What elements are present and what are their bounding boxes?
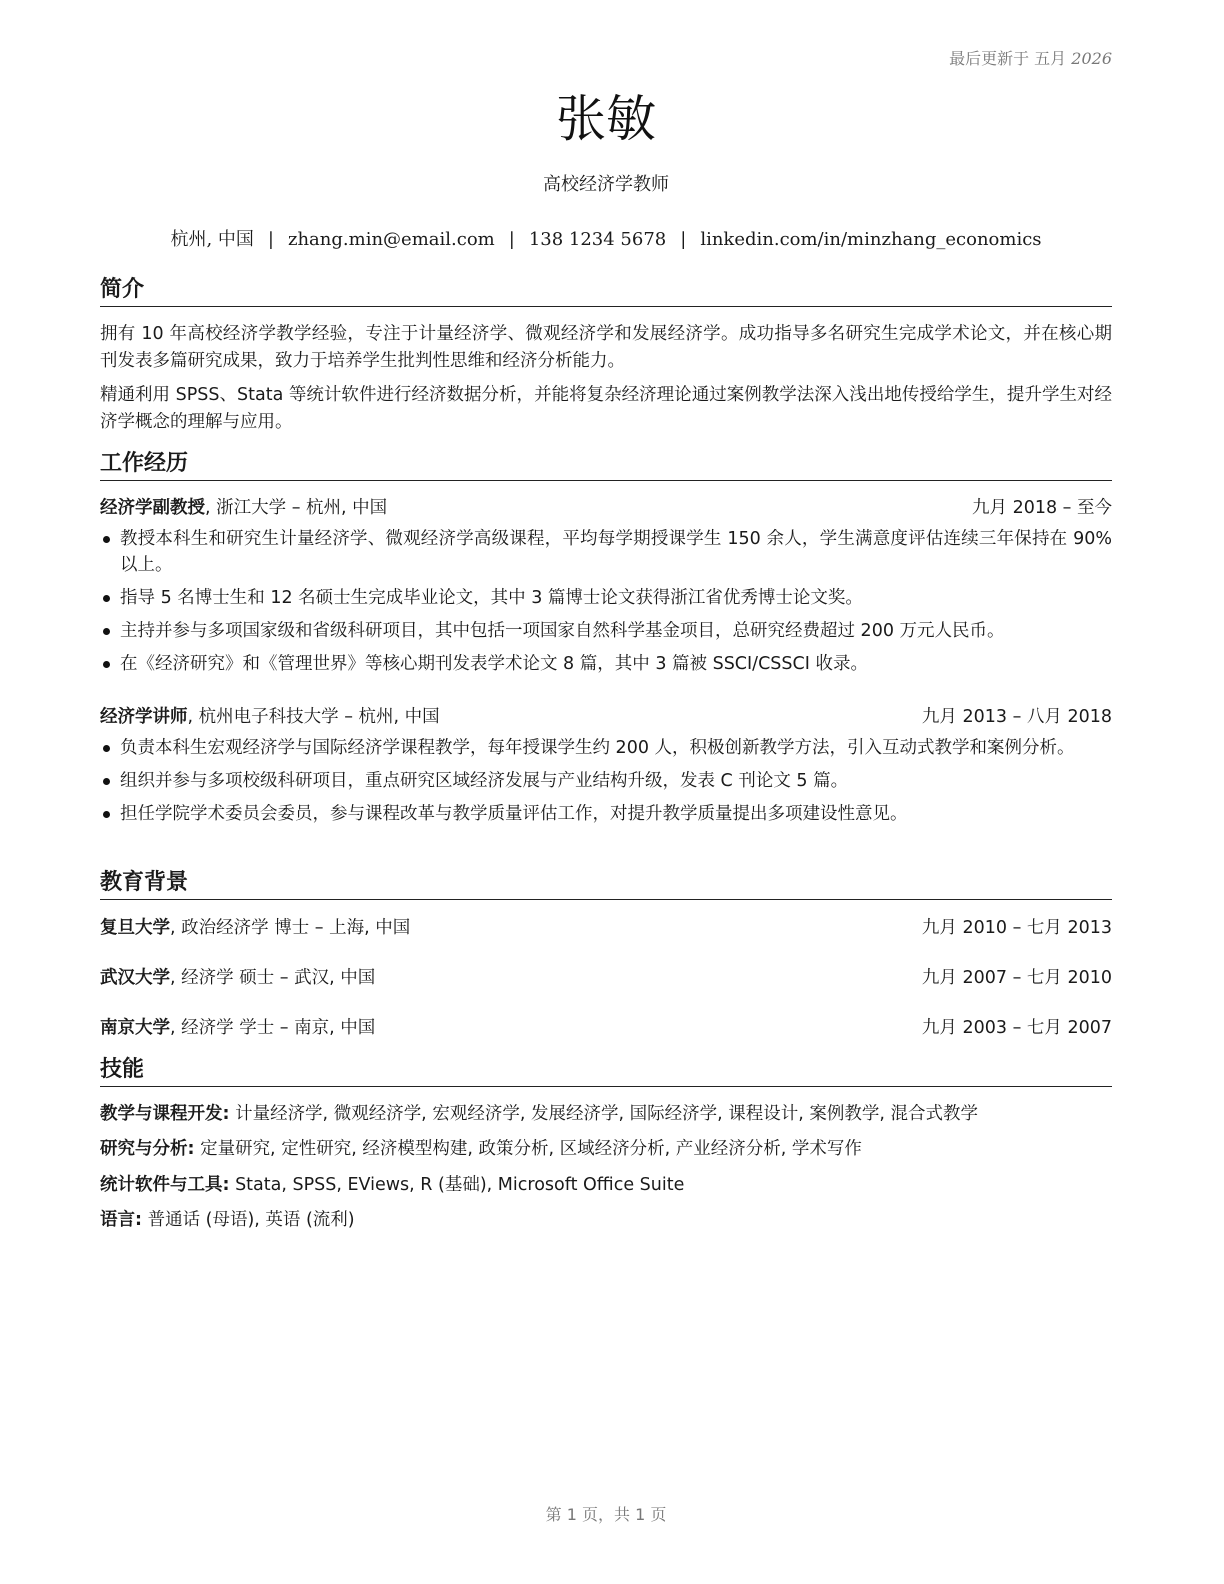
contact-email[interactable]: zhang.min@email.com — [287, 229, 495, 250]
education-date: 九月 2003 – 七月 2007 — [921, 1018, 1112, 1038]
list-item: 教授本科生和研究生计量经济学、微观经济学高级课程，平均每学期授课学生 150 余人，学生满意度评估连续三年保持在 90% 以上。 — [100, 526, 1112, 578]
job-title: 经济学副教授 — [100, 498, 205, 518]
education-entry — [100, 1016, 1112, 1040]
resume-page — [100, 0, 1112, 1584]
experience-entry-2-bullets — [100, 735, 1112, 834]
skill-value: 普通话 (母语), 英语 (流利) — [142, 1210, 355, 1230]
skill-label: 统计软件与工具: — [100, 1175, 230, 1195]
experience-entry-2-header — [100, 705, 1112, 729]
school-name: 复旦大学 — [100, 918, 170, 938]
job-title: 经济学讲师 — [100, 707, 188, 727]
section-title-summary: 简介 — [100, 276, 1112, 307]
section-title-experience: 工作经历 — [100, 450, 1112, 481]
last-updated-year: 2026 — [1071, 49, 1112, 68]
list-item: 担任学院学术委员会委员，参与课程改革与教学质量评估工作，对提升教学质量提出多项建设性意见。 — [100, 801, 1112, 827]
degree-detail: , 政治经济学 博士 – 上海, 中国 — [170, 918, 411, 938]
contact-line — [100, 225, 1112, 251]
job-date: 九月 2013 – 八月 2018 — [921, 707, 1112, 727]
skill-value: 定量研究, 定性研究, 经济模型构建, 政策分析, 区域经济分析, 产业经济分析, 学术写作 — [194, 1139, 862, 1159]
skill-line — [100, 1208, 1112, 1232]
skill-label: 语言: — [100, 1210, 142, 1230]
degree-detail: , 经济学 硕士 – 武汉, 中国 — [170, 968, 376, 988]
list-item: 负责本科生宏观经济学与国际经济学课程教学，每年授课学生约 200 人，积极创新教学方法，引入互动式教学和案例分析。 — [100, 735, 1112, 761]
experience-entry-1-bullets — [100, 526, 1112, 684]
skill-line — [100, 1102, 1112, 1126]
summary-paragraph-1: 拥有 10 年高校经济学教学经验，专注于计量经济学、微观经济学和发展经济学。成功指导多名研究生完成学术论文，并在核心期刊发表多篇研究成果，致力于培养学生批判性思维和经济分析能力。 — [100, 324, 1112, 371]
job-organization: , 浙江大学 – 杭州, 中国 — [205, 498, 388, 518]
summary-paragraph-2: 精通利用 SPSS、Stata 等统计软件进行经济数据分析，并能将复杂经济理论通过案例教学法深入浅出地传授给学生，提升学生对经济学概念的理解与应用。 — [100, 385, 1112, 432]
skill-label: 研究与分析: — [100, 1139, 195, 1159]
degree-detail: , 经济学 学士 – 南京, 中国 — [170, 1018, 376, 1038]
education-entry — [100, 966, 1112, 990]
last-updated-prefix: 最后更新于 五月 — [949, 49, 1067, 68]
contact-location: 杭州, 中国 — [170, 229, 254, 250]
contact-separator: | — [680, 229, 687, 250]
list-item: 组织并参与多项校级科研项目，重点研究区域经济发展与产业结构升级，发表 C 刊论文 5 篇。 — [100, 768, 1112, 794]
list-item: 在《经济研究》和《管理世界》等核心期刊发表学术论文 8 篇，其中 3 篇被 SSCI/CSSCI 收录。 — [100, 651, 1112, 677]
school-name: 南京大学 — [100, 1018, 170, 1038]
contact-linkedin[interactable]: linkedin.com/in/minzhang_economics — [700, 229, 1042, 250]
school-name: 武汉大学 — [100, 968, 170, 988]
skill-value: Stata, SPSS, EViews, R (基础), Microsoft Office Suite — [229, 1175, 685, 1195]
job-organization: , 杭州电子科技大学 – 杭州, 中国 — [187, 707, 440, 727]
person-headline: 高校经济学教师 — [543, 174, 669, 195]
list-item: 指导 5 名博士生和 12 名硕士生完成毕业论文，其中 3 篇博士论文获得浙江省优秀博士论文奖。 — [100, 585, 1112, 611]
contact-separator: | — [267, 229, 274, 250]
last-updated — [949, 46, 1112, 69]
skill-label: 教学与课程开发: — [100, 1104, 230, 1124]
list-item: 主持并参与多项国家级和省级科研项目，其中包括一项国家自然科学基金项目，总研究经费超过 200 万元人民币。 — [100, 618, 1112, 644]
person-name: 张敏 — [556, 90, 656, 148]
section-title-education: 教育背景 — [100, 869, 1112, 900]
skill-line — [100, 1137, 1112, 1161]
job-date: 九月 2018 – 至今 — [972, 498, 1112, 518]
skill-value: 计量经济学, 微观经济学, 宏观经济学, 发展经济学, 国际经济学, 课程设计, 案例教学, 混合式教学 — [229, 1104, 978, 1124]
page-footer: 第 1 页，共 1 页 — [545, 1505, 667, 1524]
contact-separator: | — [508, 229, 515, 250]
experience-entry-1-header — [100, 496, 1112, 520]
education-date: 九月 2010 – 七月 2013 — [921, 918, 1112, 938]
education-entry — [100, 916, 1112, 940]
skill-line — [100, 1173, 1112, 1197]
contact-phone: 138 1234 5678 — [528, 229, 667, 250]
section-title-skills: 技能 — [100, 1056, 1112, 1087]
education-date: 九月 2007 – 七月 2010 — [921, 968, 1112, 988]
